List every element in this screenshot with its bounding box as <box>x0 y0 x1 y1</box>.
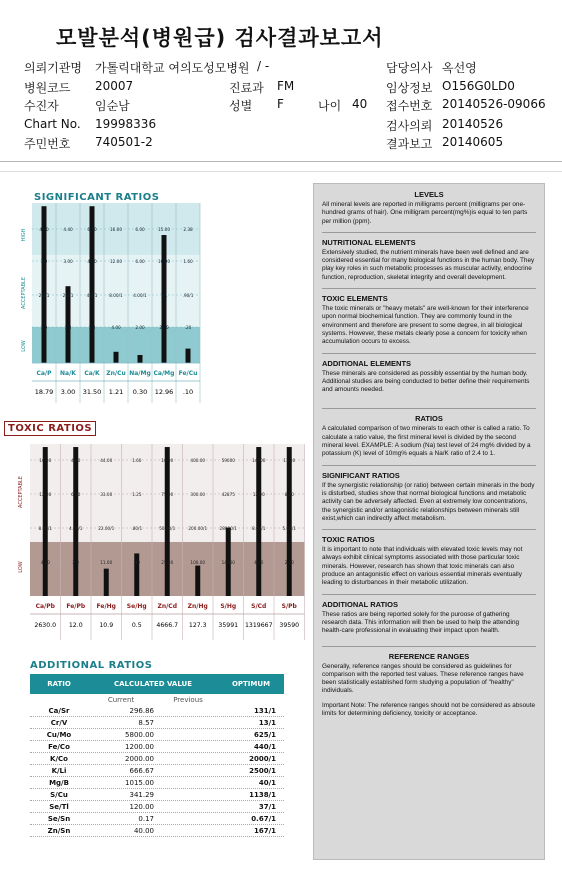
report-field-value: 20140526-09066 <box>442 97 546 111</box>
sex-label: 성별 <box>229 99 253 113</box>
ratio-cell: Se/Sn <box>47 814 71 823</box>
col-current: Current <box>107 695 135 704</box>
tick-label: 8.00/1 <box>38 526 52 531</box>
zone-acceptable <box>32 255 200 327</box>
tick-label: 50.00/1 <box>159 526 176 531</box>
tick-label: 22.00/1 <box>98 526 115 531</box>
additional-table-header <box>30 674 284 694</box>
report-field-label: 접수번호 <box>386 99 433 113</box>
dept-value: FM <box>277 79 295 93</box>
tick-label: 2.38 <box>183 227 193 232</box>
significant-ratios-heading: SIGNIFICANT RATIOS <box>34 192 160 203</box>
patient-field-value: 가톨릭대학교 여의도성모병원 <box>95 61 250 75</box>
table-row <box>30 789 284 801</box>
current-cell: 120.00 <box>129 802 154 811</box>
table-row <box>30 753 284 765</box>
column-value: 31.50 <box>82 388 102 396</box>
tick-label: .80/1 <box>131 526 143 531</box>
patient-field-label: 수진자 <box>24 99 59 113</box>
current-cell: 666.67 <box>129 766 154 775</box>
ratio-cell: Ca/Sr <box>48 706 70 715</box>
significant-chart-svg <box>20 203 210 408</box>
tick-label: 11.00 <box>283 458 296 463</box>
optimum-cell: 2500/1 <box>249 766 276 775</box>
optimum-cell: 37/1 <box>258 802 276 811</box>
ratio-cell: S/Cu <box>50 790 68 799</box>
tick-label: 2.5/1 <box>38 293 50 298</box>
column-label: Fe/Pb <box>66 603 86 610</box>
optimum-cell: 440/1 <box>253 742 276 751</box>
additional-ratios-table <box>30 674 284 837</box>
table-row <box>30 765 284 777</box>
patient-field-label: 의뢰기관명 <box>24 61 82 75</box>
tick-label: 1.60 <box>132 458 142 463</box>
zone-acceptable-label: ACCEPTABLE <box>21 277 27 309</box>
column-value: 0.5 <box>131 622 142 629</box>
ratios-heading: RATIOS <box>415 414 443 424</box>
additional-table-subheader <box>30 694 284 705</box>
patient-field-value: 임순남 <box>95 99 130 113</box>
report-field-label: 담당의사 <box>386 61 433 75</box>
current-cell: 296.86 <box>129 706 154 715</box>
important-note-text: Important Note: The reference ranges should not be considered as absoute limits for determining deficiency, toxicity or acceptance. <box>322 701 536 717</box>
bar-fe-cu <box>186 349 191 363</box>
tick-label: 4.00 <box>87 259 97 264</box>
tick-label: 6.50 <box>87 227 97 232</box>
patient-field-value: 740501-2 <box>95 135 153 149</box>
toxic-ratios-heading: TOXIC RATIOS <box>4 421 96 436</box>
add-ratios-info-heading: ADDITIONAL RATIOS <box>322 599 398 609</box>
tick-label: 16.00 <box>39 458 52 463</box>
tick-label: 12.00 <box>110 259 122 264</box>
optimum-cell: 0.67/1 <box>251 814 276 823</box>
tick-label: 100.00 <box>190 560 206 565</box>
toxic-chart-svg <box>4 432 309 644</box>
bar-fe-pb <box>73 447 78 596</box>
report-field-label: 임상정보 <box>386 81 433 95</box>
tick-label: 4.00/1 <box>133 293 147 298</box>
column-value: 12.96 <box>154 388 174 396</box>
current-cell: 40.00 <box>133 826 154 835</box>
current-cell: 1015.00 <box>125 778 154 787</box>
column-value: 127.3 <box>188 622 207 629</box>
reference-ranges-text: Generally, reference ranges should be considered as guidelines for comparison with the reported test values. These reference ranges have been statistically established form studying a population of "healthy" individuals. <box>322 662 524 695</box>
ratio-cell: Cu/Mo <box>46 730 72 739</box>
tick-label: 3.00 <box>63 259 73 264</box>
ratio-cell: Zn/Sn <box>47 826 71 835</box>
table-row <box>30 777 284 789</box>
tick-label: 4.00 <box>40 560 50 565</box>
age-value: 40 <box>352 97 368 111</box>
col-calculated: CALCULATED VALUE <box>113 680 192 688</box>
optimum-cell: 40/1 <box>258 778 276 787</box>
column-value: 0.30 <box>132 388 148 396</box>
ratio-cell: Mg/B <box>49 778 69 787</box>
tick-label: 6.00 <box>135 227 145 232</box>
tox-ratios-info-text: It is important to note that individuals with elevated toxic levels may not always exhibit clinical symptoms associated with those particular toxic minerals. However, research has shown that toxic minerals can also produce an antagonistic effect on various essential minerals eventually leading to disturbances in their metabolic utilization. <box>322 546 523 587</box>
tick-label: 25.00 <box>161 560 174 565</box>
tick-label: 4.00 <box>39 227 49 232</box>
tick-label: 6.00 <box>135 259 145 264</box>
table-row <box>30 705 284 717</box>
levels-heading: LEVELS <box>414 190 444 199</box>
tick-label: 15.00 <box>158 227 170 232</box>
tick-label: 12.00 <box>252 492 265 497</box>
tick-label: 400.00 <box>190 458 206 463</box>
column-label: Zn/Cd <box>157 603 178 610</box>
zone-acceptable-label: ACCEPTABLE <box>18 476 24 508</box>
patient-field-value: 20007 <box>95 79 134 93</box>
tick-label: 4.40 <box>63 227 73 232</box>
column-label: Ca/Mg <box>153 370 175 377</box>
additional-elements-text: These minerals are considered as possibly essential by the human body. Additional studies are being conducted to better define their requirements and amounts needed. <box>322 369 530 394</box>
table-row <box>30 717 284 729</box>
tick-label: 1.25 <box>132 492 142 497</box>
sig-ratios-info-text: If the synergistic relationship (or ratio) between certain minerals in the body is disturbed, studies show that normal biological functions and metabolic activity can be adversely affected. Even at extremely low concentrations, the synergistic and/or antagonistic relationships between minerals still exist,which can indirectly affect metabolism. <box>322 481 535 522</box>
sig-ratios-info-heading: SIGNIFICANT RATIOS <box>322 470 400 480</box>
column-label: Ca/P <box>36 370 52 377</box>
levels-text: All mineral levels are reported in milligrams percent (milligrams per one-hundred grams of hair). One milligram percent(mg%)is equal to ten parts per million (ppm). <box>322 201 528 225</box>
tick-label: 7/1 <box>160 293 168 298</box>
report-field-value: O156G0LD0 <box>442 79 515 93</box>
tick-label: 4.00 <box>254 560 264 565</box>
column-value: 39590 <box>279 622 300 629</box>
report-title: 모발분석(병원급) 검사결과보고서 <box>56 26 384 50</box>
tick-label: 2.00 <box>284 560 294 565</box>
tick-label: 14000 <box>221 560 235 565</box>
tick-label: 75.00 <box>161 492 174 497</box>
tick-label: 200.00/1 <box>188 526 208 531</box>
current-cell: 8.57 <box>138 718 154 727</box>
column-label: Fe/Hg <box>96 603 116 610</box>
col-optimum: OPTIMUM <box>231 680 271 688</box>
tick-label: 11.00 <box>100 560 113 565</box>
tick-label: 33.00 <box>100 492 113 497</box>
tick-label: 8.00/1 <box>252 526 266 531</box>
tick-label: 12.00 <box>39 492 52 497</box>
column-label: Zn/Cu <box>106 370 126 377</box>
report-field-value: 옥선영 <box>442 61 477 75</box>
col-previous: Previous <box>173 695 203 704</box>
column-value: 2630.0 <box>34 622 57 629</box>
tick-label: 2.4/1 <box>62 293 74 298</box>
column-label: S/Hg <box>220 603 237 610</box>
bar-zn-hg <box>195 566 200 596</box>
tick-label: 10.00 <box>158 259 170 264</box>
optimum-cell: 1138/1 <box>249 790 276 799</box>
dept-label: 진료과 <box>229 81 264 95</box>
column-label: Ca/Pb <box>35 603 55 610</box>
tick-label: 14000 <box>252 458 266 463</box>
table-row <box>30 741 284 753</box>
tick-label: 59000 <box>221 458 235 463</box>
tick-label: 1.8 <box>88 325 96 330</box>
tick-label: .40 <box>133 560 141 565</box>
table-row <box>30 801 284 813</box>
tick-label: 2.00 <box>135 325 145 330</box>
column-value: 12.0 <box>68 622 83 629</box>
bar-zn-cd <box>165 447 170 596</box>
age-label: 나이 <box>318 99 342 113</box>
tick-label: .20 <box>184 325 192 330</box>
tick-label: 44.00 <box>100 458 113 463</box>
tick-label: 1.8 <box>64 325 72 330</box>
tick-label: .90/1 <box>182 293 194 298</box>
tick-label: 6.00 <box>71 492 81 497</box>
tick-label: 4.00/1 <box>69 526 83 531</box>
reference-ranges-heading: REFERENCE RANGES <box>388 651 470 661</box>
column-label: Fe/Cu <box>178 370 198 377</box>
current-cell: 341.29 <box>129 790 154 799</box>
patient-field-label: 주민번호 <box>24 137 71 151</box>
tick-label: 4.00 <box>111 325 121 330</box>
bar-fe-hg <box>104 569 109 596</box>
ratios-text: A calculated comparison of two minerals to each other is called a ratio. To calculate a ratio value, the first mineral level is divided by the second mineral level. EXAMPLE: A sodium (Na) test level of 24 mg% divided by a potassium (K) level of 10mg% equals a Na/K ratio of 2.4 to 1. <box>322 425 531 458</box>
tick-label: 4.00 <box>71 458 81 463</box>
optimum-cell: 625/1 <box>253 730 276 739</box>
nutritional-heading: NUTRITIONAL ELEMENTS <box>322 237 416 247</box>
significant-ratios-chart <box>20 203 210 408</box>
dept-separator: / - <box>257 59 270 73</box>
column-label: Zn/Hg <box>187 603 208 610</box>
column-label: S/Cd <box>251 603 267 610</box>
tick-label: 300.00 <box>190 492 206 497</box>
patient-field-value: 19998336 <box>95 117 157 131</box>
additional-ratios-heading: ADDITIONAL RATIOS <box>30 660 153 671</box>
toxic-elements-text: The toxic minerals or "heavy metals" are well-known for their interference upon normal biochemical function. They are commonly found in the environment and therefore are present to some degree, in all biological systems. However, these metals clearly pose a concern for toxicity when accumulation occurs to excess. <box>322 305 529 346</box>
current-cell: 5800.00 <box>125 730 154 739</box>
bar-s-cd <box>256 447 261 596</box>
column-label: S/Pb <box>281 603 297 610</box>
optimum-cell: 167/1 <box>253 826 276 835</box>
current-cell: 2000.00 <box>125 754 154 763</box>
tick-label: 2.0 <box>72 560 80 565</box>
bar-ca-mg <box>162 235 167 363</box>
nutritional-text: Extensively studied, the nutrient minerals have been well defined and are considered essential for many biological functions in the human body. They play key roles in such metabolic processes as muscular activity, endocrine function, reproduction, skeletal integrity and overall development. <box>322 248 535 281</box>
col-ratio: RATIO <box>47 680 71 688</box>
current-cell: 0.17 <box>138 814 154 823</box>
zone-low-label: LOW <box>18 561 24 573</box>
report-field-value: 20140605 <box>442 135 504 149</box>
additional-elements-heading: ADDITIONAL ELEMENTS <box>322 358 412 368</box>
header-divider-2 <box>0 171 562 172</box>
column-value: 1319667 <box>244 622 273 629</box>
header-divider <box>0 161 562 162</box>
column-label: Na/Mg <box>129 370 151 377</box>
ratio-cell: K/Li <box>51 766 67 775</box>
tick-label: 28000/1 <box>219 526 237 531</box>
column-label: Se/Hg <box>126 603 147 610</box>
tick-label: 16.00 <box>110 227 122 232</box>
bar-zn-cu <box>114 352 119 363</box>
add-ratios-info-text: These ratios are being reported solely for the puroose of gathering research data. This information will then be used to help the attending health-care professional in evaluating their impact upon health. <box>322 610 520 635</box>
zone-high-label: HIGH <box>21 228 27 242</box>
toxic-elements-heading: TOXIC ELEMENTS <box>322 294 388 304</box>
tick-label: 3.0 <box>40 259 48 264</box>
column-label: Na/K <box>60 370 76 377</box>
tox-ratios-info-heading: TOXIC RATIOS <box>322 535 375 545</box>
sex-value: F <box>277 97 284 111</box>
patient-field-label: Chart No. <box>24 117 81 131</box>
ratio-cell: K/Co <box>50 754 68 763</box>
column-value: 35991 <box>218 622 239 629</box>
tick-label: 2.00 <box>159 325 169 330</box>
tick-label: 8.00/1 <box>109 293 123 298</box>
column-value: 3.00 <box>60 388 76 396</box>
ratio-cell: Se/Tl <box>49 802 69 811</box>
tick-label: 8.00 <box>284 492 294 497</box>
current-cell: 1200.00 <box>125 742 154 751</box>
tick-label: 4.0/1 <box>86 293 98 298</box>
report-field-label: 검사의뢰 <box>386 119 433 133</box>
report-field-label: 결과보고 <box>386 137 433 151</box>
ratio-cell: Cr/V <box>50 718 68 727</box>
optimum-cell: 13/1 <box>258 718 276 727</box>
optimum-cell: 2000/1 <box>249 754 276 763</box>
column-value: 10.9 <box>99 622 114 629</box>
tick-label: 10.00 <box>161 458 174 463</box>
tick-label: 1.60 <box>183 259 193 264</box>
bar-na-mg <box>138 355 143 363</box>
optimum-cell: 131/1 <box>253 706 276 715</box>
table-row <box>30 825 284 837</box>
column-value: 4666.7 <box>156 622 179 629</box>
bar-s-pb <box>287 447 292 596</box>
ratio-cell: Fe/Co <box>48 742 70 751</box>
tick-label: 5.00/1 <box>282 526 296 531</box>
column-value: 18.79 <box>34 388 54 396</box>
info-panel <box>313 183 545 860</box>
table-row <box>30 813 284 825</box>
column-label: Ca/K <box>84 370 100 377</box>
tick-label: 1.0 <box>40 325 48 330</box>
bar-ca-pb <box>43 447 48 596</box>
toxic-ratios-chart <box>4 432 309 644</box>
table-row <box>30 729 284 741</box>
zone-low-label: LOW <box>21 340 27 352</box>
tick-label: 42875 <box>221 492 235 497</box>
report-field-value: 20140526 <box>442 117 504 131</box>
patient-field-label: 병원코드 <box>24 81 71 95</box>
column-value: 1.21 <box>108 388 124 396</box>
column-value: .10 <box>182 388 194 396</box>
